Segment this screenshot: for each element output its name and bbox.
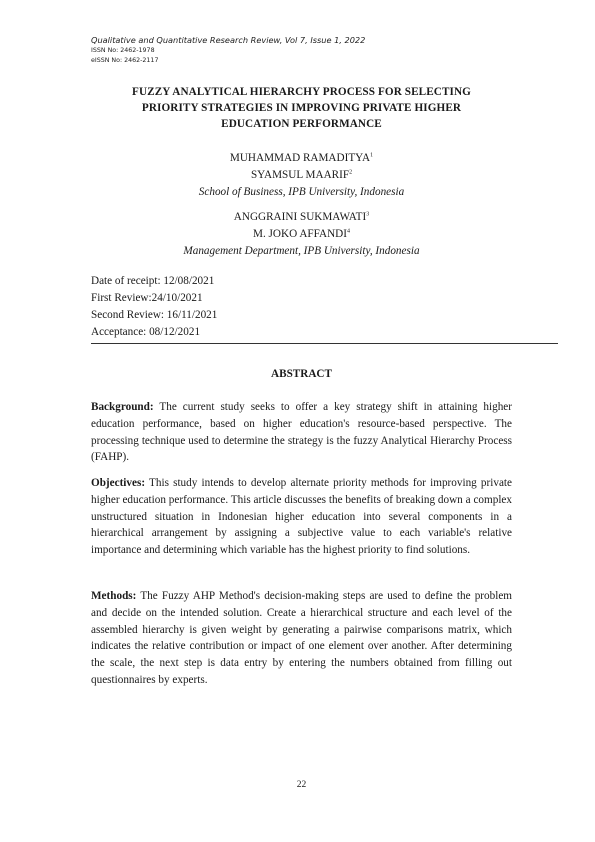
affiliation-2: Management Department, IPB University, Indonesia xyxy=(183,244,420,257)
author-4-name: M. JOKO AFFANDI xyxy=(253,228,347,241)
author-3-name: ANGGRAINI SUKMAWATI xyxy=(233,211,367,224)
author-3-sup: 3 xyxy=(366,211,370,218)
abstract-heading: ABSTRACT xyxy=(271,368,332,380)
methods-text: The Fuzzy AHP Method's decision-making steps are used to define the problem and decide on the intended solution. Create a hierarchical structure and each level of the assembled hierarchy is given weight by generating a pairwise comparisons matrix, which indicates the relative contribution or impact of one element over another. After determining the scale, the next step is data entry by entering the numbers obtained from filling out questionnaires by experts. xyxy=(91,590,512,686)
dates-block xyxy=(91,273,217,341)
paper-title xyxy=(91,84,512,132)
author-1 xyxy=(91,150,512,167)
author-2 xyxy=(91,167,512,184)
background-text: The current study seeks to offer a key strategy shift in attaining higher education performance, based on higher education's resource-based perspective. The processing technique used to determine the strategy is the fuzzy Analytical Hierarchy Process (FAHP). xyxy=(91,401,512,464)
author-2-name: SYAMSUL MAARIF xyxy=(250,168,350,181)
date-second-review: Second Review: 16/11/2021 xyxy=(91,309,218,321)
objectives-paragraph xyxy=(91,475,512,559)
author-2-sup: 2 xyxy=(349,169,353,176)
background-paragraph xyxy=(91,399,512,466)
objectives-text: This study intends to develop alternate priority methods for improving private higher education performance. This article discusses the benefits of breaking down a complex unstructured situation in Indonesian higher education into several components in a hierarchical arrangement by assigning a subjective value to each variable's relative importance and determining which variable has the highest priority to find solutions. xyxy=(91,477,512,557)
author-1-name: MUHAMMAD RAMADITYA xyxy=(229,152,371,164)
objectives-label: Objectives: xyxy=(91,477,146,489)
affiliation-1: School of Business, IPB University, Indonesia xyxy=(198,185,405,198)
eissn-line: eISSN No: 2462-2117 xyxy=(91,57,159,64)
date-acceptance: Acceptance: 08/12/2021 xyxy=(91,326,201,338)
author-3 xyxy=(91,209,512,226)
author-4 xyxy=(91,226,512,243)
author-block xyxy=(91,150,512,260)
author-1-sup: 1 xyxy=(370,152,374,159)
journal-title: Qualitative and Quantitative Research Review, Vol 7, Issue 1, 2022 xyxy=(91,35,366,45)
title-line-3: EDUCATION PERFORMANCE xyxy=(221,118,382,130)
page-number: 22 xyxy=(296,780,307,790)
date-first-review: First Review:24/10/2021 xyxy=(91,292,203,304)
methods-label: Methods: xyxy=(91,590,137,602)
issn-line: ISSN No: 2462-1978 xyxy=(91,47,155,54)
date-receipt: Date of receipt: 12/08/2021 xyxy=(91,275,215,287)
horizontal-divider xyxy=(91,343,558,344)
author-4-sup: 4 xyxy=(346,228,350,235)
journal-header xyxy=(91,35,365,66)
title-line-1: FUZZY ANALYTICAL HIERARCHY PROCESS FOR SELECTING xyxy=(132,86,471,98)
methods-paragraph xyxy=(91,588,512,689)
title-line-2: PRIORITY STRATEGIES IN IMPROVING PRIVATE HIGHER xyxy=(141,102,462,114)
background-label: Background: xyxy=(91,401,154,413)
